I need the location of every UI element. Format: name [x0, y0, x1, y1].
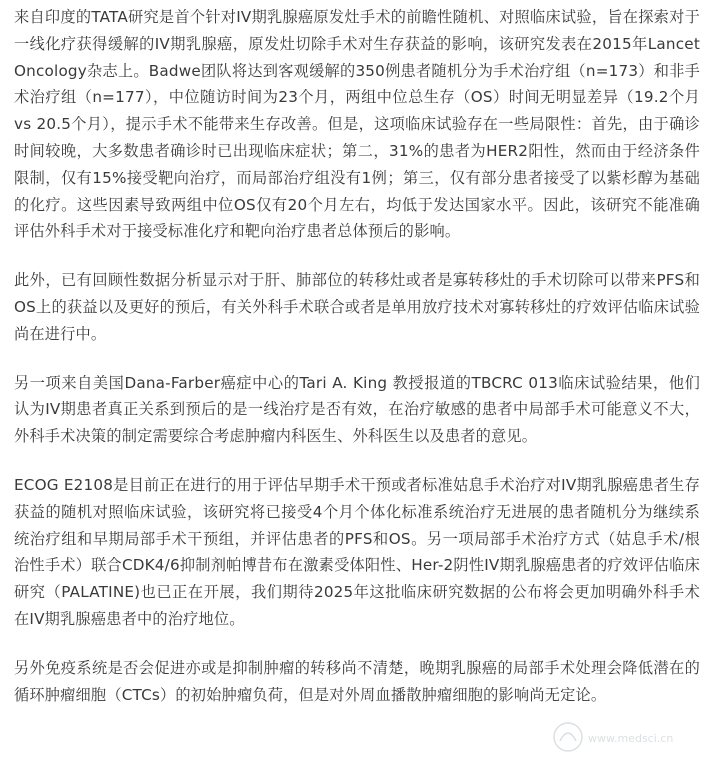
article-body: [14, 4, 700, 730]
paragraph-oligometastasis: 此外，已有回顾性数据分析显示对于肝、肺部位的转移灶或者是寡转移灶的手术切除可以带来PFS和OS上的获益以及更好的预后，有关外科手术联合或者是单用放疗技术对寡转移灶的疗效评估临床试验尚在进行中。: [14, 271, 700, 343]
paragraph-tata-study: 来自印度的TATA研究是首个针对IV期乳腺癌原发灶手术的前瞻性随机、对照临床试验，旨在探索对于一线化疗获得缓解的IV期乳腺癌，原发灶切除手术对生存获益的影响，该研究发表在2015年Lancet Oncology杂志上。Badwe团队将达到客观缓解的350例患者随机分为手术治疗组（n=173）和非手术治疗组（n=177），中位随访时间为23个月，两组中位总生存（OS）时间无明显差异（19.2个月vs 20.5个月），提示手术不能带来生存改善。但是，这项临床试验存在一些局限性：首先，由于确诊时间较晚，大多数患者确诊时已出现临床症状；第二，31%的患者为HER2阳性，然而由于经济条件限制，仅有15%接受靶向治疗，而局部治疗组没有1例；第三，仅有部分患者接受了以紫杉醇为基础的化疗。这些因素导致两组中位OS仅有20个月左右，均低于发达国家水平。因此，该研究不能准确评估外科手术对于接受标准化疗和靶向治疗患者总体预后的影响。: [14, 8, 700, 241]
paragraph-ecog-e2108: ECOG E2108是目前正在进行的用于评估早期手术干预或者标准姑息手术治疗对IV期乳腺癌患者生存获益的随机对照临床试验，该研究将已接受4个月个体化标准系统治疗无进展的患者随机分为继续系统治疗组和早期局部手术干预组，并评估患者的PFS和OS。另一项局部手术治疗方式（姑息手术/根治性手术）联合CDK4/6抑制剂帕博昔布在激素受体阳性、Her-2阴性IV期乳腺癌患者的疗效评估临床研究（PALATINE)也已正在开展，我们期待2025年这批临床研究数据的公布将会更加明确外科手术在IV期乳腺癌患者中的治疗地位。: [14, 475, 700, 628]
paragraph-tbcrc-013: 另一项来自美国Dana-Farber癌症中心的Tari A. King 教授报道的TBCRC 013临床试验结果，他们认为IV期患者真正关系到预后的是一线治疗是否有效，在治疗敏感的患者中局部手术可能意义不大，外科手术决策的制定需要综合考虑肿瘤内科医生、外科医生以及患者的意见。: [14, 373, 700, 446]
paragraph-immune-system: 另外免疫系统是否会促进亦或是抑制肿瘤的转移尚不清楚，晚期乳腺癌的局部手术处理会降低潜在的循环肿瘤细胞（CTCs）的初始肿瘤负荷，但是对外周血播散肿瘤细胞的影响尚无定论。: [14, 658, 700, 704]
medsci-watermark-logo: [548, 717, 698, 757]
watermark-text: www.medsci.cn: [588, 732, 674, 745]
